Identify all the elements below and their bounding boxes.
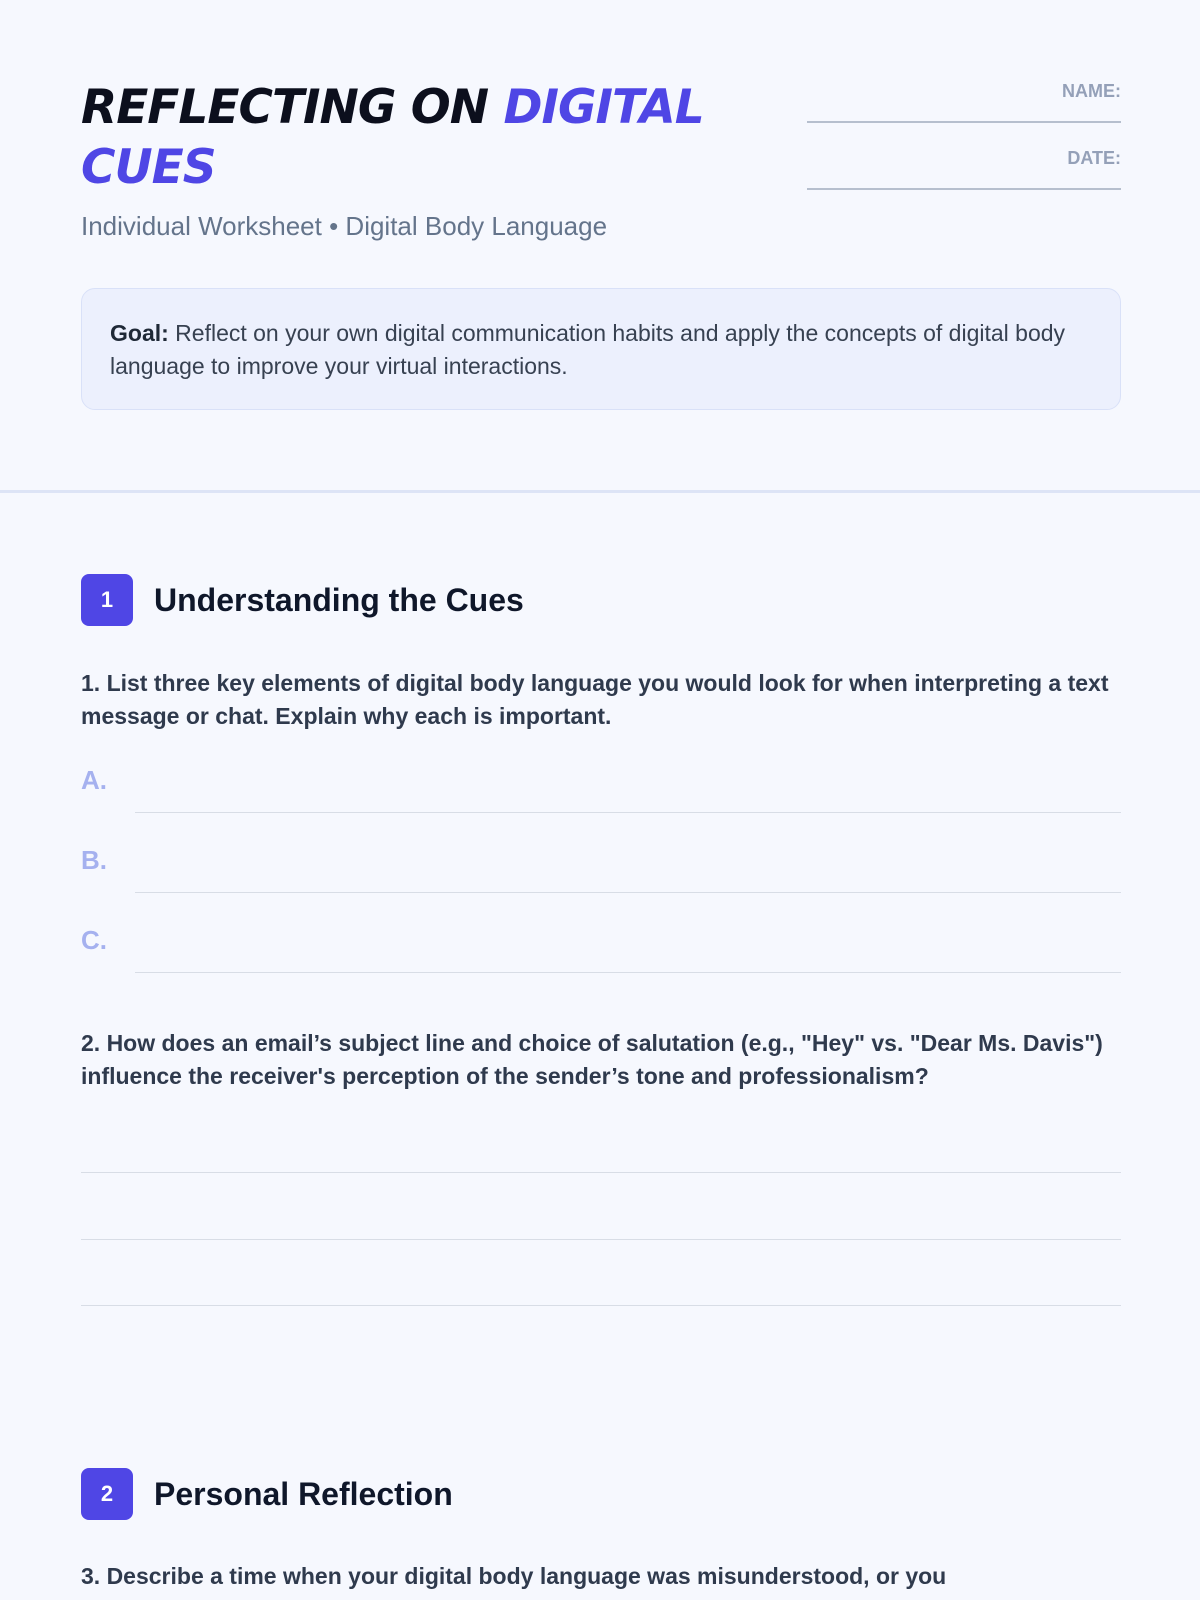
section-title: Personal Reflection xyxy=(154,1475,453,1512)
answer-line-a[interactable] xyxy=(135,812,1121,813)
section-2-header xyxy=(81,1468,453,1520)
section-title: Understanding the Cues xyxy=(154,581,524,618)
section-1-header xyxy=(81,574,524,626)
date-label: DATE: xyxy=(1067,148,1121,168)
answer-line-b[interactable] xyxy=(135,892,1121,893)
answer-label-b: B. xyxy=(81,845,107,875)
answer-line-3[interactable] xyxy=(81,1305,1121,1306)
header-divider xyxy=(0,490,1200,493)
answer-line-1[interactable] xyxy=(81,1172,1121,1173)
goal-box xyxy=(81,288,1121,410)
section-number-badge: 2 xyxy=(81,1468,133,1520)
worksheet-title xyxy=(81,78,761,198)
answer-label-a: A. xyxy=(81,765,107,795)
question-1-text: 1. List three key elements of digital body language you would look for when interpreting a text message or chat. Explain why each is important. xyxy=(81,670,1109,729)
title-main: REFLECTING ON xyxy=(81,80,504,135)
goal-label: Goal: xyxy=(110,320,169,346)
answer-line-c[interactable] xyxy=(135,972,1121,973)
worksheet-header xyxy=(81,0,1121,480)
name-label: NAME: xyxy=(1062,81,1121,101)
section-number-badge: 1 xyxy=(81,574,133,626)
answer-label-c: C. xyxy=(81,925,107,955)
answer-line-2[interactable] xyxy=(81,1239,1121,1240)
question-3-text: 3. Describe a time when your digital body language was misunderstood, or you xyxy=(81,1563,947,1589)
title-accent: DIGITAL CUES xyxy=(81,80,704,195)
date-field[interactable] xyxy=(807,148,1121,190)
question-2-text: 2. How does an email’s subject line and choice of salutation (e.g., "Hey" vs. "Dear Ms. Davis") influence the receiver's perception of the sender’s tone and professionalism? xyxy=(81,1030,1103,1089)
worksheet-subtitle: Individual Worksheet • Digital Body Language xyxy=(81,211,608,241)
name-field[interactable] xyxy=(807,81,1121,123)
goal-text: Reflect on your own digital communication habits and apply the concepts of digital body language to improve your virtual interactions. xyxy=(110,320,1066,379)
